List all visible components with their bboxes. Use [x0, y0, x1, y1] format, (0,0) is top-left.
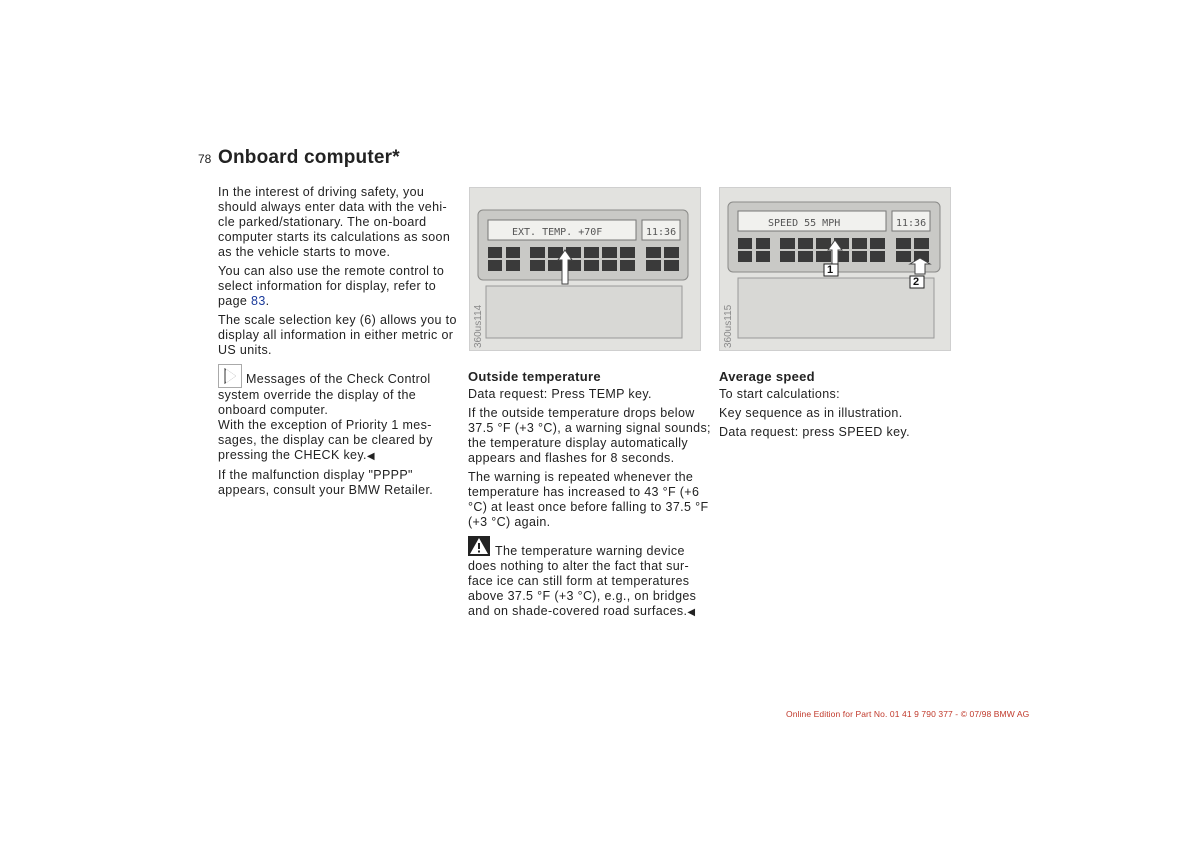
note-triangle-icon — [218, 364, 242, 388]
scale-paragraph: The scale selection key (6) allows you to display all information in either metric or US units. — [218, 313, 457, 357]
display-clock: 11:36 — [896, 218, 927, 229]
page-number: 78 — [198, 152, 212, 166]
page-title: Onboard computer* — [218, 147, 400, 168]
average-speed-section — [719, 369, 949, 444]
section-heading: Average speed — [719, 369, 815, 384]
temperature-drop-text: If the outside temperature drops below 37.5 °F (+3 °C), a warning signal sounds; the temperature display automatically appears and flashes for 8 seconds. — [468, 406, 711, 465]
malfunction-paragraph: If the malfunction display "PPPP" appears, consult your BMW Retailer. — [218, 468, 434, 497]
section-heading: Outside temperature — [468, 369, 601, 384]
onboard-computer-illustration-temp — [470, 188, 700, 350]
callout-1: 1 — [827, 264, 834, 276]
intro-paragraph: In the interest of driving safety, you should always enter data with the vehi-cle parked/stationary. The on-board computer starts its calculations as soon as the vehicle starts to move. — [218, 185, 451, 259]
onboard-computer-illustration-speed — [720, 188, 950, 350]
outside-temperature-section — [468, 369, 713, 624]
remote-control-paragraph: You can also use the remote control to select information for display, refer to page 83. — [218, 264, 445, 308]
figure-average-speed — [719, 187, 951, 351]
figure-outside-temperature — [469, 187, 701, 351]
display-text: SPEED 55 MPH — [768, 218, 841, 229]
end-mark-icon: ◀ — [366, 451, 375, 462]
data-request-text: Data request: Press TEMP key. — [468, 387, 652, 401]
end-mark-icon: ◀ — [687, 607, 696, 618]
start-calculations-text: To start calculations: — [719, 387, 840, 401]
speed-request-text: Data request: press SPEED key. — [719, 425, 910, 439]
figure-code: 360us114 — [473, 304, 484, 348]
callout-2: 2 — [913, 276, 920, 288]
display-text: EXT. TEMP. +70F — [512, 227, 603, 238]
footer-edition: Online Edition for Part No. 01 41 9 790 377 - © 07/98 BMW AG — [786, 709, 1030, 719]
key-sequence-text: Key sequence as in illustration. — [719, 406, 903, 420]
display-clock: 11:36 — [646, 227, 677, 238]
warning-repeat-text: The warning is repeated whenever the temperature has increased to 43 °F (+6 °C) at least once before falling to 37.5 °F (+3 °C) again. — [468, 470, 709, 529]
check-control-note: Messages of the Check Control system override the display of the onboard computer. With the exception of Priority 1 mes-sages, the display can be cleared by pressing the CHECK key.◀ — [218, 372, 463, 464]
warning-icon — [468, 536, 490, 556]
ice-warning-note: The temperature warning device does nothing to alter the fact that sur-face ice can still form at temperatures above 37.5 °F (+3 °C), e.g., on bridges and on shade-covered road surfaces.◀ — [468, 544, 713, 620]
intro-column — [218, 185, 463, 502]
page-link[interactable]: 83 — [251, 294, 266, 308]
figure-code: 360us115 — [723, 304, 734, 348]
